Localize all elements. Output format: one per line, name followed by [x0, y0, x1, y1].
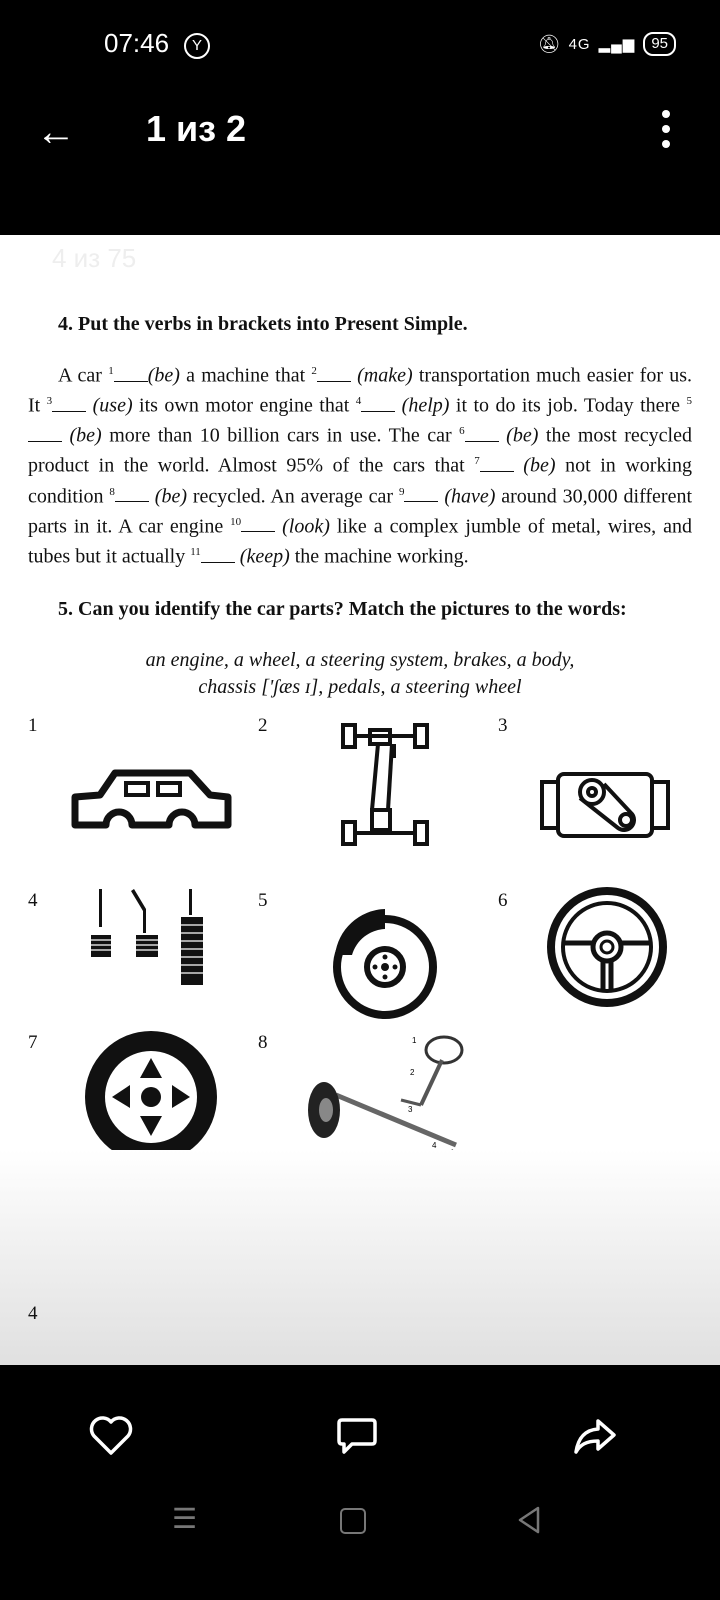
picture-number: 7 — [28, 1032, 38, 1053]
picture-number: 6 — [498, 890, 508, 911]
gap-number: 3 — [46, 395, 53, 408]
heart-icon[interactable] — [88, 1415, 134, 1457]
status-bar — [0, 0, 720, 90]
text-fragment: its own motor engine that — [132, 394, 356, 417]
picture-number: 5 — [258, 890, 268, 911]
gap-number: 6 — [459, 425, 465, 438]
picture-number: 3 — [498, 715, 508, 736]
document-page — [0, 235, 720, 1365]
exercise-5-title: 5. Can you identify the car parts? Match the pictures to the words: — [58, 598, 627, 620]
picture-number: 4 — [28, 890, 38, 911]
verb-hint: (be) — [62, 424, 102, 447]
picture-number: 1 — [28, 715, 38, 736]
status-time: 07:46 — [104, 28, 170, 58]
signal-icon: ▂▄▆ — [598, 36, 636, 53]
more-vertical-icon[interactable] — [662, 110, 672, 155]
gap-number: 10 — [230, 515, 242, 528]
comment-icon[interactable] — [336, 1415, 378, 1457]
page-number: 4 — [28, 1303, 38, 1324]
brake-disc-icon — [330, 905, 450, 1020]
share-icon[interactable] — [572, 1415, 618, 1457]
text-fragment: a machine that — [179, 364, 312, 387]
answer-blank — [361, 397, 395, 412]
engine-icon — [540, 770, 670, 840]
answer-blank — [404, 487, 438, 502]
exercise-4-title: 4. Put the verbs in brackets into Present Simple. — [58, 313, 468, 335]
text-fragment: not in working condition — [28, 455, 692, 508]
gap-number: 11 — [190, 545, 201, 558]
page-counter: 1 из 2 — [146, 108, 247, 149]
verb-hint: (be) — [148, 485, 187, 508]
answer-blank — [28, 427, 62, 442]
word-list-line-2: chassis ['ʃæs ɪ], pedals, a steering wheel — [198, 676, 522, 698]
steering-label: 4 — [432, 1141, 437, 1150]
text-fragment: around 30,000 different parts in it. A car engine — [28, 485, 693, 538]
menu-icon[interactable]: ☰ — [172, 1503, 198, 1534]
verb-hint: (be) — [513, 455, 556, 478]
status-icons — [538, 32, 676, 56]
text-fragment: the most recycled product in the world. Almost 95% of the cars that — [28, 424, 692, 478]
verb-hint: (be) — [498, 424, 539, 447]
gap-number: 2 — [311, 365, 317, 377]
back-triangle-icon[interactable] — [516, 1505, 542, 1535]
text-fragment: it to do its job. Today there — [449, 394, 687, 417]
gap-number: 7 — [474, 455, 480, 468]
verb-hint: (look) — [275, 515, 330, 538]
text-fragment: more than 10 billion cars in use. The car — [101, 424, 460, 447]
network-label: 4G — [568, 35, 591, 53]
verb-hint: (make) — [350, 364, 413, 387]
page-fade — [0, 1150, 720, 1365]
word-list — [28, 647, 692, 701]
answer-blank — [317, 367, 351, 382]
bottom-bar — [0, 1365, 720, 1600]
picture-number: 8 — [258, 1032, 268, 1053]
steering-label: 2 — [410, 1068, 415, 1077]
gap-number: 5 — [686, 395, 692, 408]
answer-blank — [115, 487, 149, 502]
answer-blank — [465, 427, 499, 442]
pedals-icon — [88, 885, 208, 990]
wheel-icon — [82, 1028, 220, 1166]
answer-blank — [52, 397, 86, 412]
answer-blank — [241, 517, 275, 532]
steering-label: 1 — [412, 1036, 417, 1045]
verb-hint: (have) — [438, 485, 496, 508]
answer-blank — [114, 367, 148, 382]
verb-hint: (be) — [147, 364, 180, 387]
text-fragment: like a complex jumble of metal, wires, and tubes but it actually — [28, 515, 692, 568]
verb-hint: (help) — [395, 394, 450, 417]
text-fragment: recycled. An average car — [186, 485, 399, 508]
gap-number: 4 — [355, 395, 362, 408]
battery-level: 95 — [643, 32, 676, 56]
picture-number: 2 — [258, 715, 268, 736]
bell-off-icon: 🔕︎ — [537, 33, 561, 54]
answer-blank — [201, 548, 235, 563]
ghost-page-label: 4 из 75 — [52, 243, 137, 273]
text-fragment: transportation much easier for us. It — [28, 364, 692, 417]
text-fragment: A car — [58, 364, 109, 387]
word-list-line-1: an engine, a wheel, a steering system, brakes, a body, — [145, 649, 575, 671]
home-icon[interactable] — [340, 1508, 366, 1534]
y-icon: Y — [184, 33, 210, 59]
gap-number: 9 — [398, 485, 405, 498]
arrow-left-icon[interactable]: ← — [36, 110, 76, 154]
gap-number: 8 — [109, 485, 115, 498]
steering-label: 3 — [408, 1105, 413, 1114]
exercise-4-text — [28, 359, 692, 570]
answer-blank — [480, 457, 514, 472]
gap-number: 1 — [108, 365, 114, 377]
chassis-icon — [340, 720, 430, 850]
verb-hint: (use) — [86, 394, 133, 417]
text-fragment: the machine working. — [289, 545, 469, 568]
car-body-icon — [70, 765, 235, 835]
steering-wheel-icon — [545, 885, 670, 1010]
verb-hint: (keep) — [234, 545, 290, 568]
